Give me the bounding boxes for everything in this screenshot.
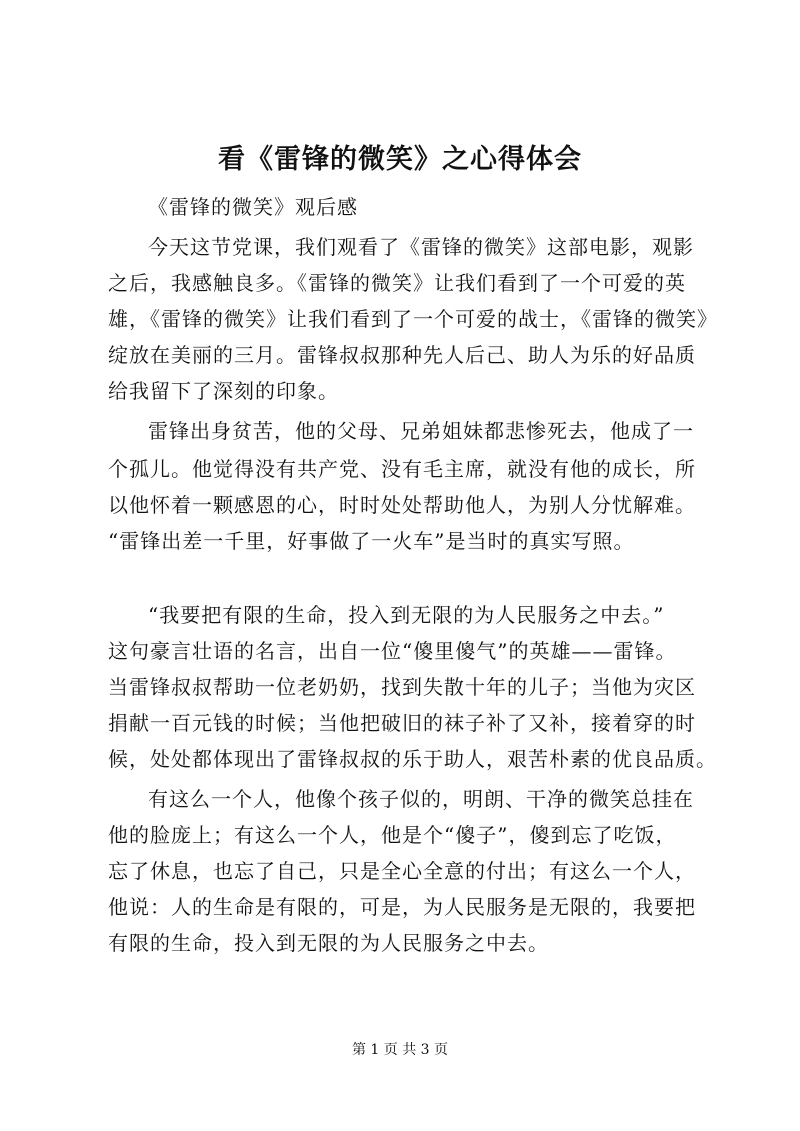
paragraph-line: 他说：人的生命是有限的，可是，为人民服务是无限的，我要把 [108,895,696,919]
document-title: 看《雷锋的微笑》之心得体会 [218,144,582,175]
paragraph-line: 有限的生命，投入到无限的为人民服务之中去。 [108,931,549,955]
paragraph-line: 以他怀着一颗感恩的心，时时处处帮助他人，为别人分忧解难。 [108,493,696,517]
paragraph-line: 候，处处都体现出了雷锋叔叔的乐于助人，艰苦朴素的优良品质。 [108,747,717,771]
paragraph-line: 他的脸庞上；有这么一个人，他是个“傻子”，傻到忘了吃饭， [108,823,677,847]
paragraph-line: 雷锋出身贫苦，他的父母、兄弟姐妹都悲惨死去，他成了一 [148,419,694,443]
paragraph-line: 捐献一百元钱的时候；当他把破旧的袜子补了又补，接着穿的时 [108,711,696,735]
paragraph-line: 绽放在美丽的三月。雷锋叔叔那种先人后己、助人为乐的好品质 [108,343,696,367]
paragraph-line: 这句豪言壮语的名言，出自一位“傻里傻气”的英雄——雷锋。 [108,639,677,663]
paragraph-line: “我要把有限的生命，投入到无限的为人民服务之中去。” [148,603,665,627]
paragraph-line: 给我留下了深刻的印象。 [108,379,339,403]
paragraph-line: 当雷锋叔叔帮助一位老奶奶，找到失散十年的儿子；当他为灾区 [108,675,696,699]
paragraph-line: 个孤儿。他觉得没有共产党、没有毛主席，就没有他的成长，所 [108,457,696,481]
paragraph-line: 忘了休息，也忘了自己，只是全心全意的付出；有这么一个人， [108,859,696,883]
paragraph-line: 雄，《雷锋的微笑》让我们看到了一个可爱的战士，《雷锋的微笑》 [108,307,718,331]
paragraph-line: 之后，我感触良多。《雷锋的微笑》让我们看到了一个可爱的英 [108,271,686,295]
page-footer: 第 1 页 共 3 页 [351,1042,449,1058]
paragraph-line: “雷锋出差一千里，好事做了一火车”是当时的真实写照。 [108,529,635,553]
paragraph-line: 今天这节党课，我们观看了《雷锋的微笑》这部电影，观影 [148,235,694,259]
paragraph-line: 有这么一个人，他像个孩子似的，明朗、干净的微笑总挂在 [148,787,694,811]
document-subtitle: 《雷锋的微笑》观后感 [148,195,358,219]
